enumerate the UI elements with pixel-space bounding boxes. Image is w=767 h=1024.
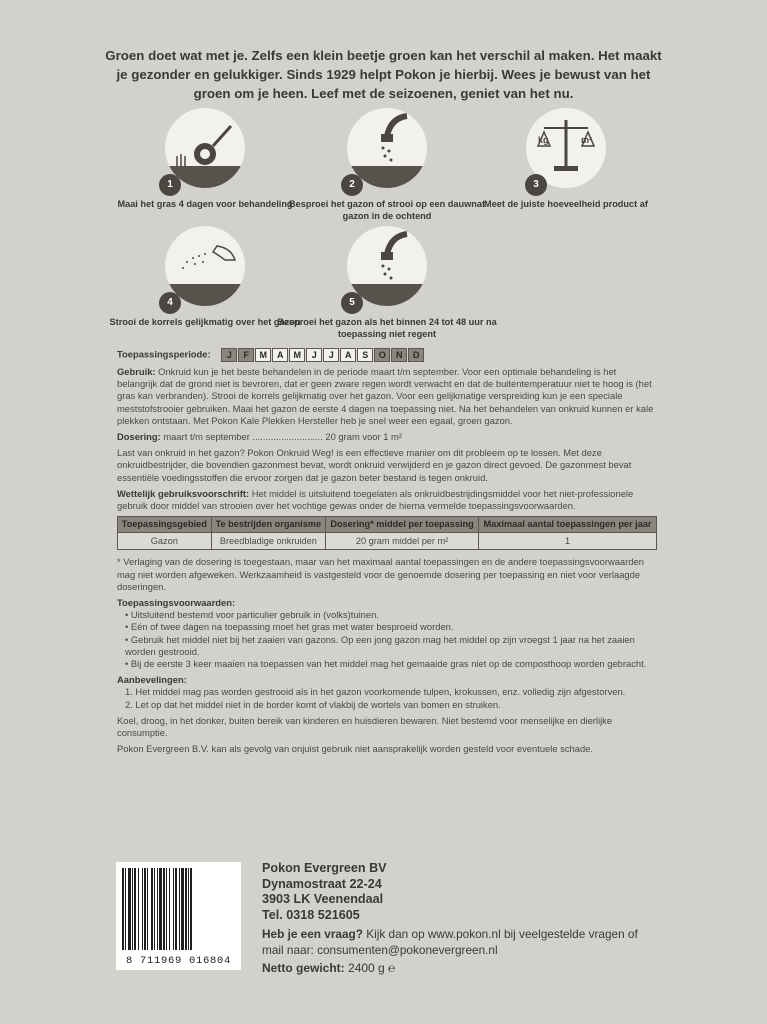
month-cell: J [306,348,322,362]
month-cell: S [357,348,373,362]
month-grid [221,348,424,362]
step-caption: Besproei het gazon als het binnen 24 tot 48 uur na toepassing niet regent [277,317,497,339]
step-caption: Meet de juiste hoeveelheid product af [484,199,648,209]
contact-question: Heb je een vraag? [262,927,363,941]
gebruik-paragraph: Gebruik: Onkruid kun je het beste behandelen in de periode maart t/m september. Voor een optimale behandeling is het belangrijk dat de grond niet is bevroren, dat er geen zware regen wordt verwacht en dat de buitentemperatuur niet te hoog is (het gras kan verbranden). Strooi de korrels gelijkmatig over het gazon. Voor een gelijkmatige verspreiding kun je een speciale meststofstrooier gebruiken. Maai het gazon de eerste 4 dagen na toepassing niet. Na het behandelen van onkruid kunnen er kale plekken ontstaan. Met Pokon Kale Plekken Hersteller heb je snel weer een egaal, groen gazon. [117,366,654,426]
list-item: • Eén of twee dagen na toepassing moet het gras met water besproeid worden. [125,621,454,633]
step-5 [277,226,497,340]
instruction-steps [0,108,767,338]
step-number: 1 [159,174,181,196]
list-item: • Bij de eerste 3 keer maaien na toepassen van het middel mag het gemaaide gras niet op de composthoop worden gebracht. [125,658,647,670]
table-row [118,533,657,550]
dosage-table [117,516,657,550]
table-header: Te bestrijden organisme [211,517,325,533]
month-cell: O [374,348,390,362]
month-cell: M [255,348,271,362]
list-item: 2. Let op dat het middel niet in de border komt of vlakbij de wortels van bomen en struiken. [125,698,501,710]
month-cell: A [272,348,288,362]
list-item: 1. Het middel mag pas worden gestrooid als in het gazon voorkomende tulpen, krokussen, enz. volledig zijn afgestorven. [125,686,626,698]
table-cell: Gazon [118,533,212,550]
aanbevelingen-list [117,686,657,710]
company-address [262,861,387,923]
step-number: 2 [341,174,363,196]
month-cell: D [408,348,424,362]
month-cell: J [221,348,237,362]
city-address: 3903 LK Veenendaal [262,892,384,907]
barcode-number: 8 711969 016804 [125,955,231,967]
month-cell: A [340,348,356,362]
liability-text: Pokon Evergreen B.V. kan als gevolg van onjuist gebruik niet aansprakelijk worden gesteld voor eventuele schade. [117,743,593,755]
footnote: * Verlaging van de dosering is toegestaan, maar van het maximaal aantal toepassingen en de andere toepassingsvoorwaarden mag niet worden afgeweken. Werkzaamheid is vastgesteld voor de genoemde dosering per toepassing en niet voor verlaagde doseringen. [117,556,644,592]
net-weight-label: Netto gewicht: [262,961,345,975]
barcode [116,862,241,970]
month-cell: N [391,348,407,362]
month-cell: F [238,348,254,362]
usage-text [117,348,657,759]
intro-text: Groen doet wat met je. Zelfs een klein beetje groen kan het verschil al maken. Het maakt je gezonder en gelukkiger. Sinds 1929 helpt Pokon je hierbij. Wees je bewust van het groen om je heen. Leef met de seizoenen, geniet van het nu. [105,48,662,101]
wettelijk-paragraph: Wettelijk gebruiksvoorschrift: Het middel is uitsluitend toegelaten als onkruidbestrijdingsmiddel voor het niet-professionele gebruik door middel van strooien over het vochtige gewas onder de hierna vermelde toepassingsvoorwaarden. [117,487,634,512]
step-caption: Besproei het gazon of strooi op een dauwnat gazon in de ochtend [288,199,485,221]
table-header: Maximaal aantal toepassingen per jaar [479,517,657,533]
aanbevelingen-title: Aanbevelingen: [117,674,187,686]
svg-text:kg: kg [538,135,549,145]
table-header: Dosering* middel per toepassing [326,517,479,533]
voorwaarden-list [117,609,657,670]
description-paragraph: Last van onkruid in het gazon? Pokon Onkruid Weg! is een effectieve manier om dit probleem op te lossen. Met deze onkruidbestrijder, die bovendien gazonmest bevat, wordt onkruid verwijderd en je gazon direct gevoed. De gazonmest bevat essentiële voedingsstoffen die ervoor zorgen dat je gazon beter bestand is tegen onkruid. [117,447,632,483]
storage-text: Koel, droog, in het donker, buiten bereik van kinderen en huisdieren bewaren. Niet bestemd voor menselijke en dierlijke consumptie. [117,714,613,739]
barcode-bar [192,868,195,950]
period-label: Toepassingsperiode: [117,348,211,360]
table-cell: Breedbladige onkruiden [211,533,325,550]
dosering-paragraph: Dosering: maart t/m september ........................... 20 gram voor 1 m² [117,431,402,443]
svg-text:m²: m² [581,135,592,145]
month-cell: M [289,348,305,362]
step-number: 4 [159,292,181,314]
phone-number: Tel. 0318 521605 [262,907,360,922]
month-cell: J [323,348,339,362]
table-cell: 20 gram middel per m² [326,533,479,550]
list-item: • Uitsluitend bestemd voor particulier gebruik in (volks)tuinen. [125,609,379,621]
street-address: Dynamostraat 22-24 [262,876,382,891]
net-weight-value: 2400 g ℮ [348,961,396,975]
step-3 [456,108,676,210]
barcode-bars [122,868,235,950]
table-cell: 1 [479,533,657,550]
step-caption: Strooi de korrels gelijkmatig over het gazon [109,317,301,327]
step-caption: Maai het gras 4 dagen voor behandeling [117,199,293,209]
company-name: Pokon Evergreen BV [262,861,387,875]
voorwaarden-title: Toepassingsvoorwaarden: [117,597,236,609]
contact-info [262,927,662,958]
period-row [117,348,657,362]
table-header: Toepassingsgebied [118,517,212,533]
net-weight [262,961,395,975]
list-item: • Gebruik het middel niet bij het zaaien van gazons. Op een jong gazon mag het middel op zijn vroegst 1 jaar na het zaaien worden gestrooid. [125,633,635,657]
step-number: 5 [341,292,363,314]
step-number: 3 [525,174,547,196]
contact-text: Kijk dan op www.pokon.nl bij veelgestelde vragen of mail naar: consumenten@pokonevergreen.nl [262,927,638,957]
